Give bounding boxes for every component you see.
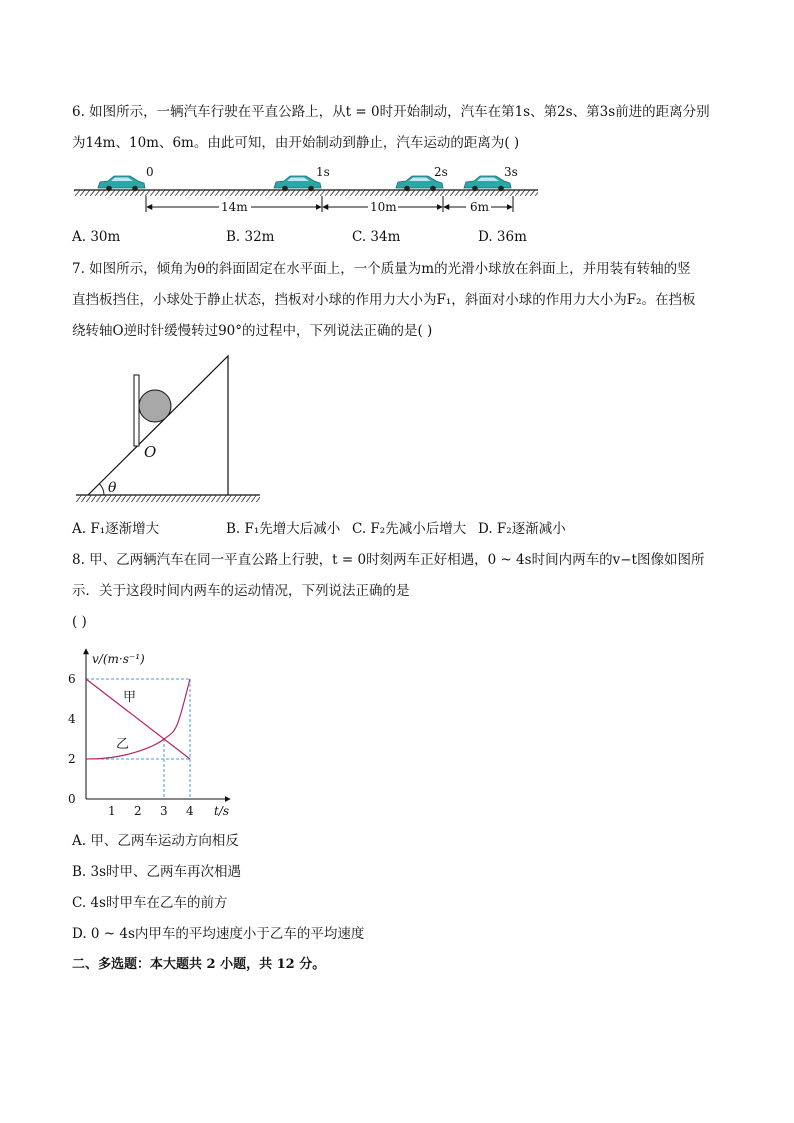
vt-chart xyxy=(62,645,242,820)
x-tick-label: 1 xyxy=(108,804,116,818)
q8-option-c: C. 4s时甲车在乙车的前方 xyxy=(72,895,228,911)
time-label-2s: 2s xyxy=(434,165,448,179)
time-label-1s: 1s xyxy=(316,165,330,179)
time-label-0: 0 xyxy=(146,165,154,179)
car-icon xyxy=(98,176,145,191)
q6-option-d: D. 36m xyxy=(478,229,527,245)
q6-line2: 为14m、10m、6m。由此可知，由开始制动到静止，汽车运动的距离为( ) xyxy=(72,135,520,151)
q8-option-d: D. 0 ~ 4s内甲车的平均速度小于乙车的平均速度 xyxy=(72,926,365,942)
ball xyxy=(139,390,171,422)
q7-option-d: D. F₂逐渐减小 xyxy=(478,521,566,537)
y-tick-label: 4 xyxy=(68,712,76,726)
series-line-jia xyxy=(86,679,190,759)
q7-figure xyxy=(70,350,290,510)
series-label-jia: 甲 xyxy=(123,690,137,705)
baffle-plate xyxy=(134,375,139,446)
q8-line3: ( ) xyxy=(72,614,87,630)
x-axis-label: t/s xyxy=(214,804,230,818)
q8-line2: 示．关于这段时间内两车的运动情况，下列说法正确的是 xyxy=(72,583,410,599)
road-hatch xyxy=(74,190,538,196)
q7-line1: 7. 如图所示，倾角为θ的斜面固定在水平面上，一个质量为m的光滑小球放在斜面上，并用装有转轴的竖 xyxy=(72,261,691,277)
angle-label: θ xyxy=(108,480,117,496)
q8-option-a: A. 甲、乙两车运动方向相反 xyxy=(72,833,239,849)
section-heading: 二、多选题：本大题共 2 小题，共 12 分。 xyxy=(72,957,326,972)
y-tick-label: 6 xyxy=(68,672,76,686)
q6-option-b: B. 32m xyxy=(226,229,275,245)
q7-option-a: A. F₁逐渐增大 xyxy=(72,521,160,537)
incline-triangle xyxy=(88,356,228,495)
q7-line3: 绕转轴O逆时针缓慢转过90°的过程中，下列说法正确的是( ) xyxy=(72,323,433,339)
y-axis-label: v/(m·s⁻¹) xyxy=(92,652,145,666)
ground-hatch xyxy=(76,495,260,502)
q6-option-c: C. 34m xyxy=(352,229,401,245)
distance-label-6m: 6m xyxy=(470,200,490,214)
q7-line2: 直挡板挡住，小球处于静止状态，挡板对小球的作用力大小为F₁，斜面对小球的作用力大小为F₂。在挡板 xyxy=(72,292,696,308)
distance-label-14m: 14m xyxy=(221,200,248,214)
x-tick-label: 4 xyxy=(186,804,194,818)
y-tick-label: 0 xyxy=(68,792,76,806)
x-tick-label: 2 xyxy=(134,804,142,818)
x-tick-label: 3 xyxy=(160,804,168,818)
distance-label-10m: 10m xyxy=(370,200,397,214)
q8-option-b: B. 3s时甲、乙两车再次相遇 xyxy=(72,864,242,880)
series-label-yi: 乙 xyxy=(116,737,130,752)
time-label-3s: 3s xyxy=(504,165,518,179)
pivot-label: O xyxy=(144,443,157,461)
q7-option-b: B. F₁先增大后减小 xyxy=(226,521,341,537)
y-tick-label: 2 xyxy=(68,752,76,766)
q7-option-c: C. F₂先减小后增大 xyxy=(352,521,467,537)
angle-arc xyxy=(99,484,104,495)
car-icon xyxy=(274,176,321,191)
q6-option-a: A. 30m xyxy=(72,229,121,245)
q6-figure xyxy=(0,160,794,220)
q8-line1: 8. 甲、乙两辆汽车在同一平直公路上行驶，t = 0时刻两车正好相遇，0 ~ 4s时间内两车的v−t图像如图所 xyxy=(72,552,705,568)
q6-line1: 6. 如图所示，一辆汽车行驶在平直公路上，从t = 0时开始制动，汽车在第1s、第2s、第3s前进的距离分别 xyxy=(72,104,710,120)
